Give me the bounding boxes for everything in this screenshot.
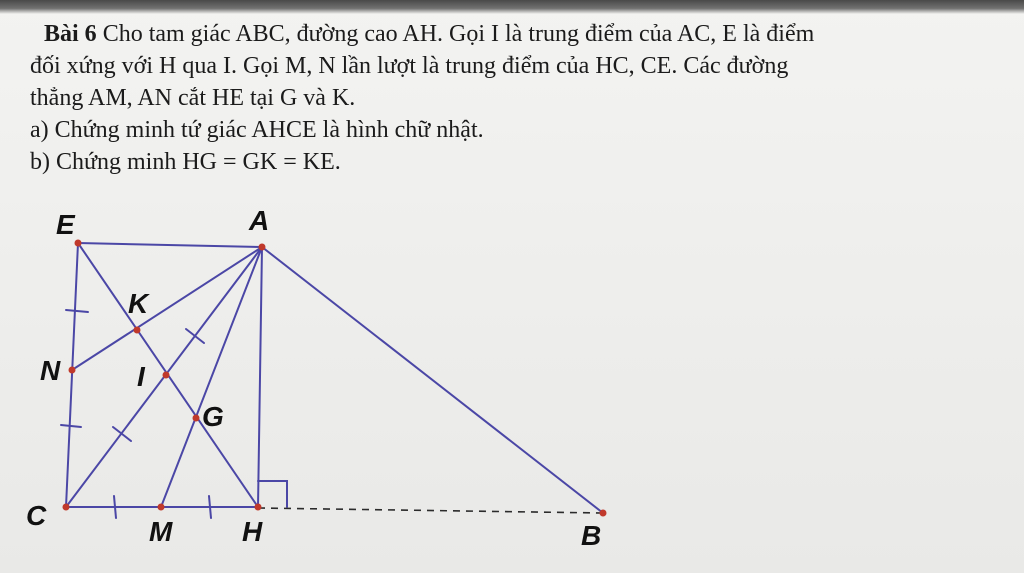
problem-part-a: a) Chứng minh tứ giác AHCE là hình chữ nhật.	[30, 117, 484, 143]
point-H	[255, 504, 262, 511]
problem-part-b: b) Chứng minh HG = GK = KE.	[30, 149, 341, 175]
segment-AN	[72, 247, 262, 370]
tick-mark-IC	[113, 427, 131, 441]
label-G: G	[202, 401, 224, 432]
point-M	[158, 504, 165, 511]
label-H: H	[242, 516, 263, 547]
problem-line-3: thẳng AM, AN cắt HE tại G và K.	[30, 85, 356, 111]
segment-EC	[66, 243, 78, 507]
label-B: B	[581, 520, 602, 551]
label-A: A	[249, 205, 270, 236]
point-E	[75, 240, 82, 247]
label-C: C	[26, 500, 47, 531]
tick-mark-MH	[209, 496, 211, 518]
label-I: I	[137, 361, 145, 392]
tick-mark-EN	[66, 310, 88, 312]
problem-heading: Bài 6	[44, 21, 97, 47]
point-A	[259, 244, 266, 251]
segment-AB	[262, 247, 603, 513]
point-G	[193, 415, 200, 422]
tick-mark-NC	[61, 425, 81, 427]
segment-EA	[78, 243, 262, 247]
label-K: K	[128, 288, 149, 319]
tick-mark-AI	[186, 329, 204, 343]
right-angle-mark	[258, 481, 287, 507]
label-N: N	[40, 355, 61, 386]
label-M: M	[149, 516, 173, 547]
label-E: E	[56, 209, 75, 240]
segment-AH	[258, 247, 262, 507]
point-C	[63, 504, 70, 511]
segment-AM	[161, 247, 262, 507]
point-B	[600, 510, 607, 517]
tick-mark-CM	[114, 496, 116, 518]
point-K	[134, 327, 141, 334]
point-I	[163, 372, 170, 379]
problem-line-2: đối xứng với H qua I. Gọi M, N lần lượt là trung điểm của HC, CE. Các đường	[30, 53, 789, 79]
segment-HB-dashed	[258, 508, 603, 513]
problem-text-1: Cho tam giác ABC, đường cao AH. Gọi I là trung điểm của AC, E là điểm	[102, 21, 815, 47]
point-N	[69, 367, 76, 374]
